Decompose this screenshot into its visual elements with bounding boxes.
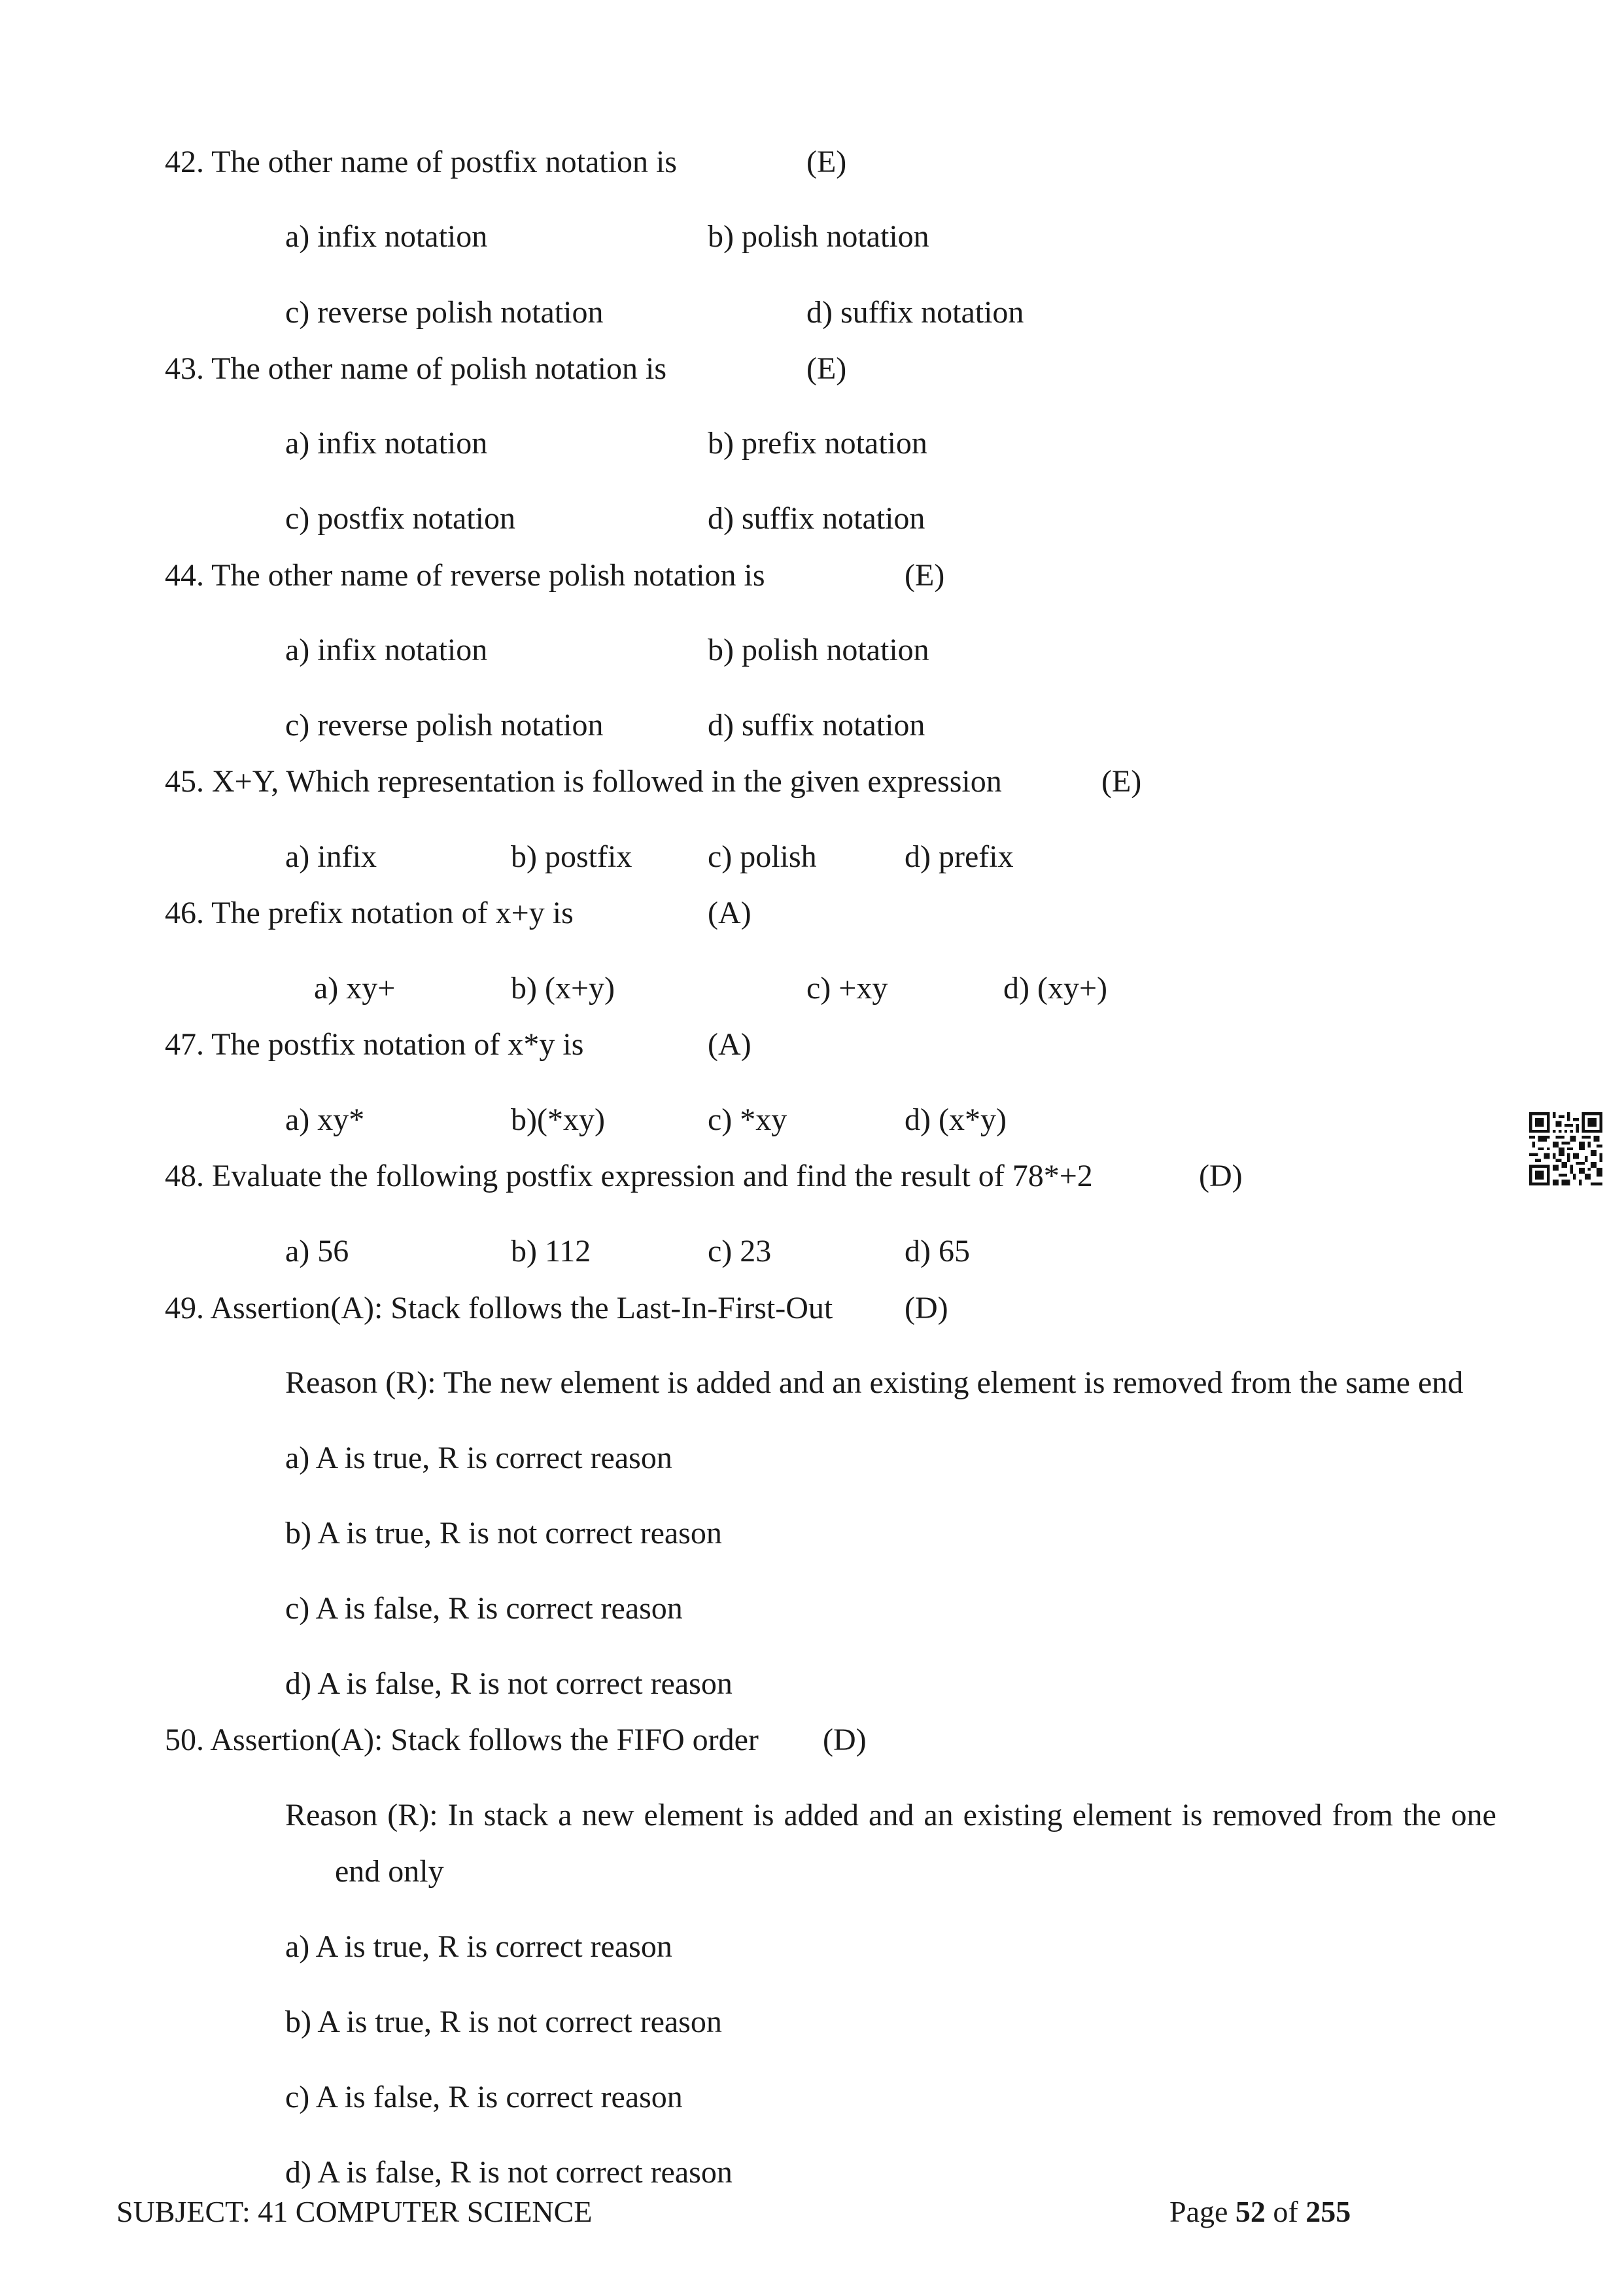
question-42-option-c: c) reverse polish notation — [285, 295, 604, 330]
question-45-option-c: c) polish — [708, 839, 817, 874]
question-47-option-c: c) *xy — [708, 1102, 787, 1137]
question-48-option-a: a) 56 — [285, 1234, 349, 1269]
question-47-option-b: b)(*xy) — [511, 1102, 605, 1137]
question-43-stem: 43. The other name of polish notation is — [165, 351, 666, 386]
question-46-option-a: a) xy+ — [314, 971, 396, 1006]
question-44-option-c: c) reverse polish notation — [285, 708, 604, 743]
footer-subject: SUBJECT: 41 COMPUTER SCIENCE — [116, 2195, 593, 2228]
question-44-option-b: b) polish notation — [708, 633, 929, 667]
question-49-option-c: c) A is false, R is correct reason — [285, 1591, 683, 1626]
question-44-option-d: d) suffix notation — [708, 708, 925, 743]
question-48-option-b: b) 112 — [511, 1234, 591, 1269]
footer-page-of: of — [1265, 2195, 1306, 2228]
footer-page-number — [1169, 2193, 1351, 2231]
question-48-answer: (D) — [1199, 1159, 1243, 1193]
question-50-option-a: a) A is true, R is correct reason — [285, 1929, 672, 1964]
question-48-option-c: c) 23 — [708, 1234, 772, 1269]
question-43-option-b: b) prefix notation — [708, 426, 927, 461]
question-45-answer: (E) — [1101, 764, 1142, 799]
question-42-option-a: a) infix notation — [285, 219, 488, 254]
footer-page-prefix: Page — [1169, 2195, 1235, 2228]
question-47-option-d: d) (x*y) — [905, 1102, 1007, 1137]
question-43-option-a: a) infix notation — [285, 426, 488, 461]
question-45-option-d: d) prefix — [905, 839, 1014, 874]
question-50-stem: 50. Assertion(A): Stack follows the FIFO order — [165, 1723, 759, 1757]
footer-total-pages: 255 — [1305, 2195, 1351, 2228]
question-45-stem: 45. X+Y, Which representation is followed in the given expression — [165, 764, 1002, 799]
question-48-stem: 48. Evaluate the following postfix expression and find the result of 78*+2 — [165, 1159, 1093, 1193]
question-45-option-b: b) postfix — [511, 839, 632, 874]
question-44-answer: (E) — [905, 558, 945, 593]
question-49-option-b: b) A is true, R is not correct reason — [285, 1516, 722, 1550]
question-47-option-a: a) xy* — [285, 1102, 365, 1137]
footer-current-page: 52 — [1235, 2195, 1266, 2228]
question-50-option-b: b) A is true, R is not correct reason — [285, 2005, 722, 2039]
question-50-reason-line-2: end only — [335, 1854, 444, 1889]
question-48-option-d: d) 65 — [905, 1234, 970, 1269]
question-43-answer: (E) — [806, 351, 847, 386]
question-49-option-d: d) A is false, R is not correct reason — [285, 1666, 733, 1701]
question-46-option-d: d) (xy+) — [1003, 971, 1108, 1006]
question-46-option-b: b) (x+y) — [511, 971, 615, 1006]
qr-code — [1529, 1112, 1602, 1185]
question-44-option-a: a) infix notation — [285, 633, 488, 667]
question-47-answer: (A) — [708, 1027, 752, 1062]
question-42-option-b: b) polish notation — [708, 219, 929, 254]
question-46-stem: 46. The prefix notation of x+y is — [165, 896, 574, 930]
question-46-answer: (A) — [708, 896, 752, 930]
question-49-stem: 49. Assertion(A): Stack follows the Last-In-First-Out — [165, 1291, 833, 1325]
question-46-option-c: c) +xy — [806, 971, 888, 1006]
question-43-option-c: c) postfix notation — [285, 501, 515, 536]
question-49-option-a: a) A is true, R is correct reason — [285, 1441, 672, 1475]
question-50-option-d: d) A is false, R is not correct reason — [285, 2155, 733, 2190]
question-49-reason: Reason (R): The new element is added and an existing element is removed from the same end — [285, 1365, 1464, 1400]
question-42-option-d: d) suffix notation — [806, 295, 1024, 330]
question-42-answer: (E) — [806, 145, 847, 179]
question-50-option-c: c) A is false, R is correct reason — [285, 2080, 683, 2114]
question-42-stem: 42. The other name of postfix notation is — [165, 145, 677, 179]
question-49-answer: (D) — [905, 1291, 948, 1325]
question-45-option-a: a) infix — [285, 839, 377, 874]
question-47-stem: 47. The postfix notation of x*y is — [165, 1027, 584, 1062]
question-43-option-d: d) suffix notation — [708, 501, 925, 536]
question-50-answer: (D) — [823, 1723, 867, 1757]
question-44-stem: 44. The other name of reverse polish notation is — [165, 558, 765, 593]
question-50-reason-line-1: Reason (R): In stack a new element is added and an existing element is removed from the one — [285, 1798, 1496, 1832]
